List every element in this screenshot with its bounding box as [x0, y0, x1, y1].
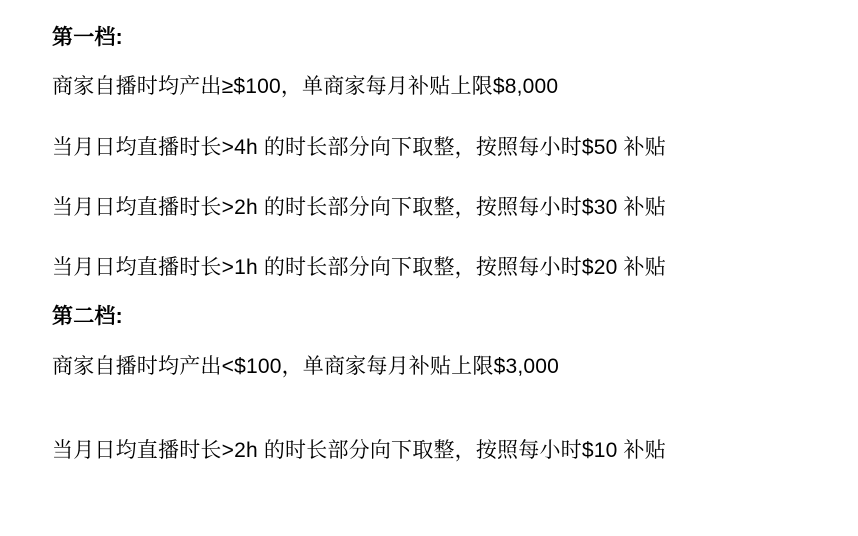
tier-two-rule-2: 当月日均直播时长>2h 的时长部分向下取整，按照每小时$10 补贴 [52, 439, 666, 463]
tier-one-heading: 第一档: [52, 26, 123, 49]
paragraph-spacer [52, 413, 818, 437]
tier-one-rule-1: 商家自播时均产出≥$100，单商家每月补贴上限$8,000 [52, 75, 559, 99]
tier-two-heading: 第二档: [52, 305, 123, 329]
tier-one-rule-3: 当月日均直播时长>2h 的时长部分向下取整，按照每小时$30 补贴 [52, 195, 666, 219]
tier-two-rule-1: 商家自播时均产出<$100，单商家每月补贴上限$3,000 [52, 354, 560, 378]
tier-one-rule-2: 当月日均直播时长>4h 的时长部分向下取整，按照每小时$50 补贴 [52, 135, 666, 159]
tier-one-rule-4: 当月日均直播时长>1h 的时长部分向下取整，按照每小时$20 补贴 [52, 256, 666, 280]
